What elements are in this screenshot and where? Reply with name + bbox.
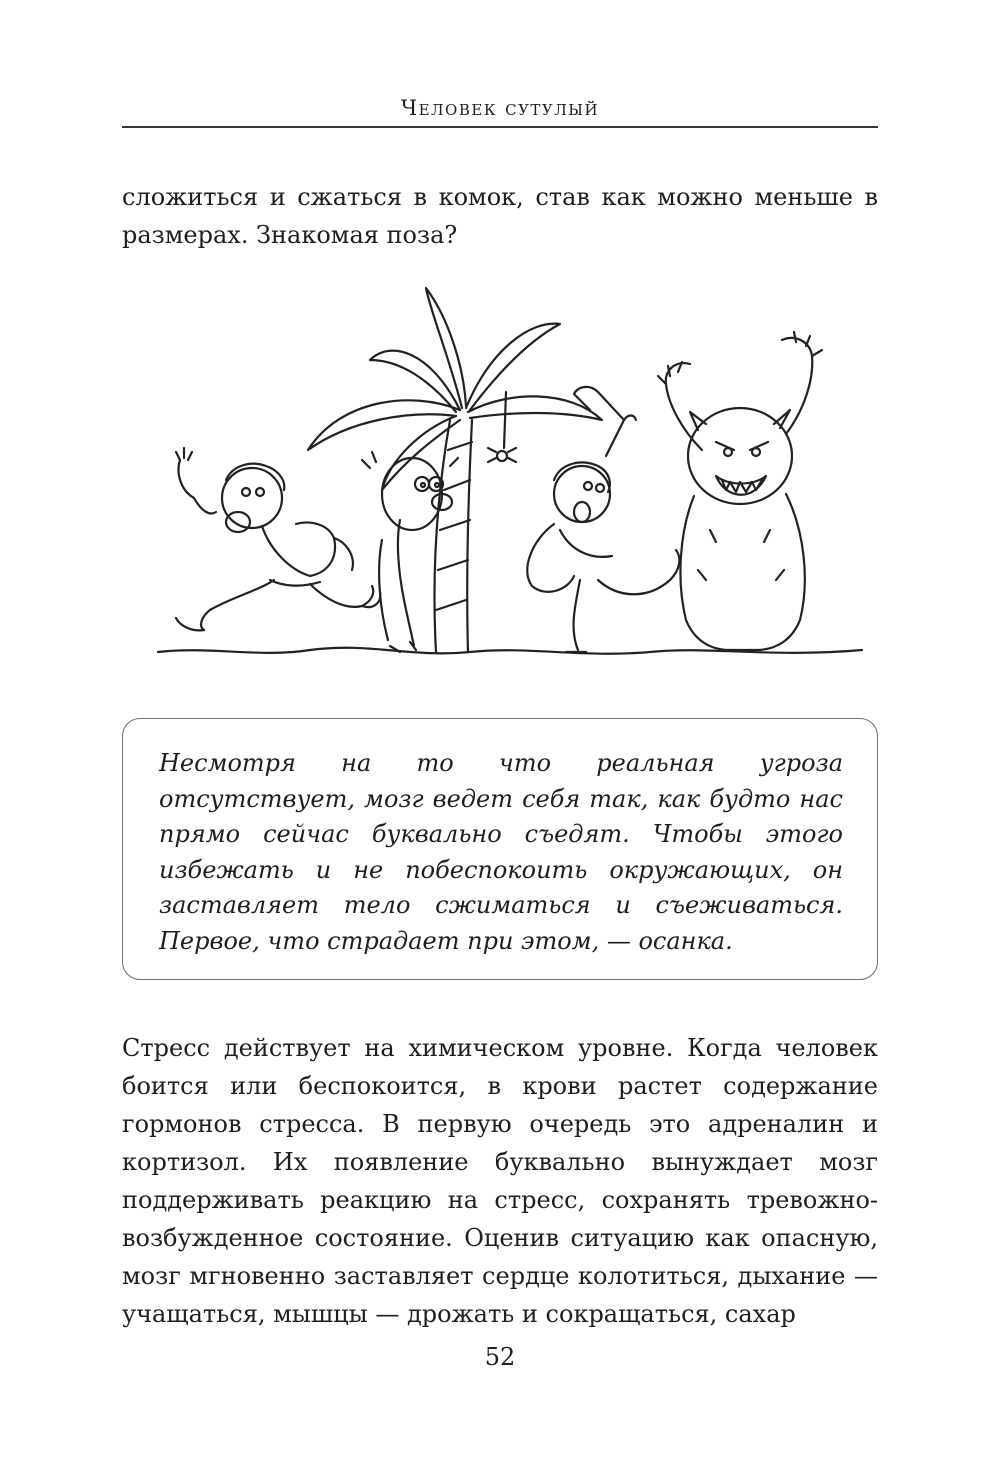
- palm-tree-icon: [308, 288, 602, 652]
- bear-icon: [658, 332, 822, 650]
- running-caveman-icon: [176, 448, 380, 630]
- cavemen-illustration: [150, 280, 870, 670]
- scared-caveman-icon: [362, 452, 458, 652]
- paragraph-bottom: Стресс действует на химическом уровне. Когда человек боится или беспокоится, в крови растет содержание гормонов стресса. В первую очередь это адреналин и кортизол. Их появление буквально вынуждает мозг поддерживать реакцию на стресс, сохранять тревожно-возбужденное состояние. Оценив ситуацию как опасную, мозг мгновенно заставляет сердце колотиться, дыхание — учащаться, мышцы — дрожать и сокращаться, сахар: [122, 1034, 878, 1328]
- header-rule: [122, 126, 878, 128]
- callout-box: [122, 718, 878, 980]
- running-title: Человек сутулый: [400, 96, 600, 120]
- club-caveman-icon: [527, 387, 679, 652]
- page-number: 52: [484, 1343, 516, 1371]
- paragraph-top: сложиться и сжаться в комок, став как можно меньше в размерах. Знакомая поза?: [122, 183, 878, 249]
- callout-text: Несмотря на то что реальная угроза отсутствует, мозг ведет себя так, как будто нас прямо сейчас буквально съедят. Чтобы этого избежать и не побеспокоить окружающих, он заставляет тело сжиматься и съеживаться. Первое, что страдает при этом, — осанка.: [159, 749, 843, 955]
